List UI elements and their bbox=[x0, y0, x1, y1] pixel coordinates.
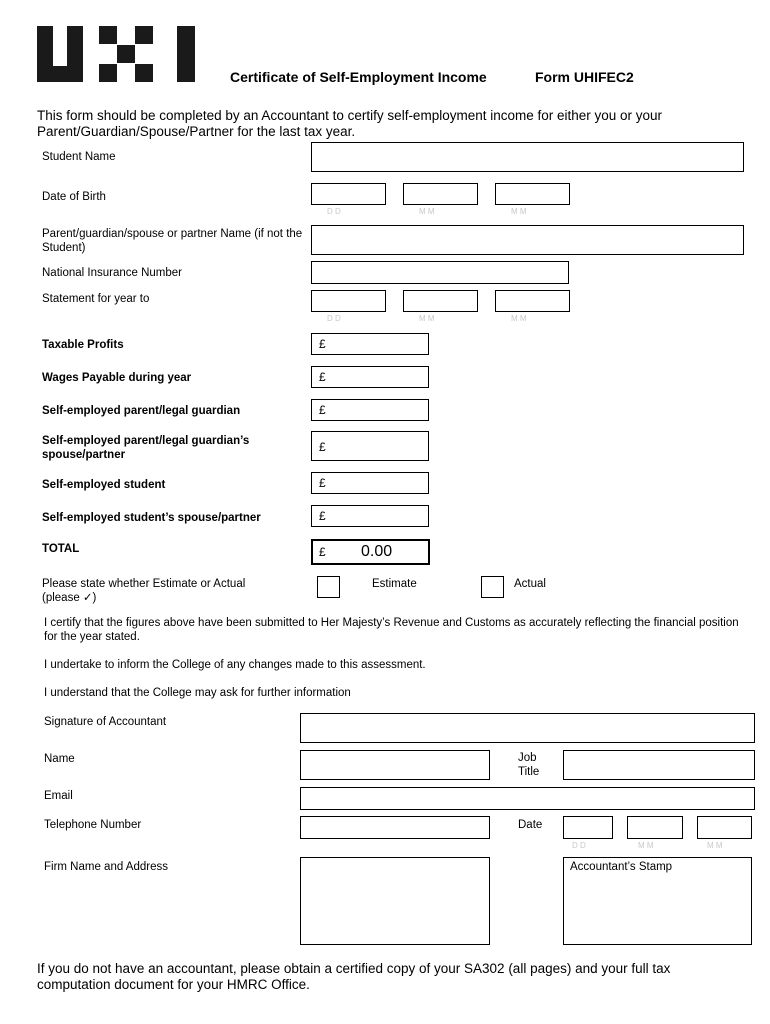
name-label: Name bbox=[44, 753, 75, 765]
dob-label: Date of Birth bbox=[42, 191, 106, 203]
signature-input[interactable] bbox=[300, 713, 755, 743]
estimate-question: Please state whether Estimate or Actual (please ✓) bbox=[42, 578, 246, 604]
statement-day-hint: D D bbox=[327, 314, 341, 323]
signature-label: Signature of Accountant bbox=[44, 716, 167, 728]
se-student-spouse-input[interactable] bbox=[311, 505, 429, 527]
firm-address-input[interactable] bbox=[300, 857, 490, 945]
understand-text: I understand that the College may ask for further information bbox=[44, 687, 351, 699]
uhi-logo bbox=[37, 26, 197, 82]
ni-input[interactable] bbox=[311, 261, 569, 284]
job-title-input[interactable] bbox=[563, 750, 755, 780]
stamp-label: Accountant’s Stamp bbox=[570, 861, 673, 873]
date-year-hint: M M bbox=[707, 841, 723, 850]
dob-year-input[interactable] bbox=[495, 183, 570, 205]
pound-sign: £ bbox=[319, 403, 326, 417]
statement-year-label: Statement for year to bbox=[42, 293, 150, 305]
total-output bbox=[311, 539, 430, 565]
form-title: Certificate of Self-Employment Income bbox=[230, 69, 487, 85]
dob-month-hint: M M bbox=[419, 207, 435, 216]
footer-note: If you do not have an accountant, please obtain a certified copy of your SA302 (all pages) and your full tax computation document for your HMRC Office. bbox=[37, 961, 671, 992]
date-month-hint: M M bbox=[638, 841, 654, 850]
statement-day-input[interactable] bbox=[311, 290, 386, 312]
se-student-label: Self-employed student bbox=[42, 479, 166, 491]
pound-sign: £ bbox=[319, 440, 326, 454]
estimate-checkbox[interactable] bbox=[317, 576, 340, 598]
se-parent-spouse-input[interactable] bbox=[311, 431, 429, 461]
date-day-input[interactable] bbox=[563, 816, 613, 839]
email-input[interactable] bbox=[300, 787, 755, 810]
estimate-label: Estimate bbox=[372, 578, 417, 590]
pound-sign: £ bbox=[319, 476, 326, 490]
dob-month-input[interactable] bbox=[403, 183, 478, 205]
pound-sign: £ bbox=[319, 337, 326, 351]
wages-payable-input[interactable] bbox=[311, 366, 429, 388]
dob-day-hint: D D bbox=[327, 207, 341, 216]
se-student-spouse-label: Self-employed student’s spouse/partner bbox=[42, 512, 261, 524]
se-parent-label: Self-employed parent/legal guardian bbox=[42, 405, 241, 417]
email-label: Email bbox=[44, 790, 73, 802]
actual-checkbox[interactable] bbox=[481, 576, 504, 598]
date-label: Date bbox=[518, 819, 543, 831]
pound-sign: £ bbox=[319, 545, 326, 559]
telephone-label: Telephone Number bbox=[44, 819, 142, 831]
statement-month-input[interactable] bbox=[403, 290, 478, 312]
intro-text: This form should be completed by an Accountant to certify self-employment income for either you or your Parent/Guardian/Spouse/Partner for the last tax year. bbox=[37, 108, 663, 139]
certify-text: I certify that the figures above have been submitted to Her Majesty’s Revenue and Customs as accurately reflecting the financial position for the year stated. bbox=[44, 617, 739, 643]
parent-name-label: Parent/guardian/spouse or partner Name (if not the Student) bbox=[42, 228, 303, 254]
parent-name-input[interactable] bbox=[311, 225, 744, 255]
statement-year-input[interactable] bbox=[495, 290, 570, 312]
student-name-input[interactable] bbox=[311, 142, 744, 172]
taxable-profits-input[interactable] bbox=[311, 333, 429, 355]
total-label: TOTAL bbox=[42, 543, 80, 555]
student-name-label: Student Name bbox=[42, 151, 116, 163]
se-student-input[interactable] bbox=[311, 472, 429, 494]
se-parent-spouse-label: Self-employed parent/legal guardian’s spouse/partner bbox=[42, 435, 250, 461]
dob-day-input[interactable] bbox=[311, 183, 386, 205]
statement-month-hint: M M bbox=[419, 314, 435, 323]
taxable-profits-label: Taxable Profits bbox=[42, 339, 124, 351]
dob-year-hint: M M bbox=[511, 207, 527, 216]
telephone-input[interactable] bbox=[300, 816, 490, 839]
pound-sign: £ bbox=[319, 370, 326, 384]
se-parent-input[interactable] bbox=[311, 399, 429, 421]
date-year-input[interactable] bbox=[697, 816, 752, 839]
date-month-input[interactable] bbox=[627, 816, 683, 839]
accountant-name-input[interactable] bbox=[300, 750, 490, 780]
ni-label: National Insurance Number bbox=[42, 267, 182, 279]
statement-year-hint: M M bbox=[511, 314, 527, 323]
pound-sign: £ bbox=[319, 509, 326, 523]
undertake-text: I undertake to inform the College of any changes made to this assessment. bbox=[44, 659, 426, 671]
wages-payable-label: Wages Payable during year bbox=[42, 372, 192, 384]
total-value: 0.00 bbox=[361, 543, 393, 560]
accountant-stamp-box[interactable] bbox=[563, 857, 752, 945]
firm-label: Firm Name and Address bbox=[44, 861, 168, 873]
form-code: Form UHIFEC2 bbox=[535, 69, 634, 85]
date-day-hint: D D bbox=[572, 841, 586, 850]
actual-label: Actual bbox=[514, 578, 546, 590]
job-title-label: Job Title bbox=[518, 752, 540, 778]
